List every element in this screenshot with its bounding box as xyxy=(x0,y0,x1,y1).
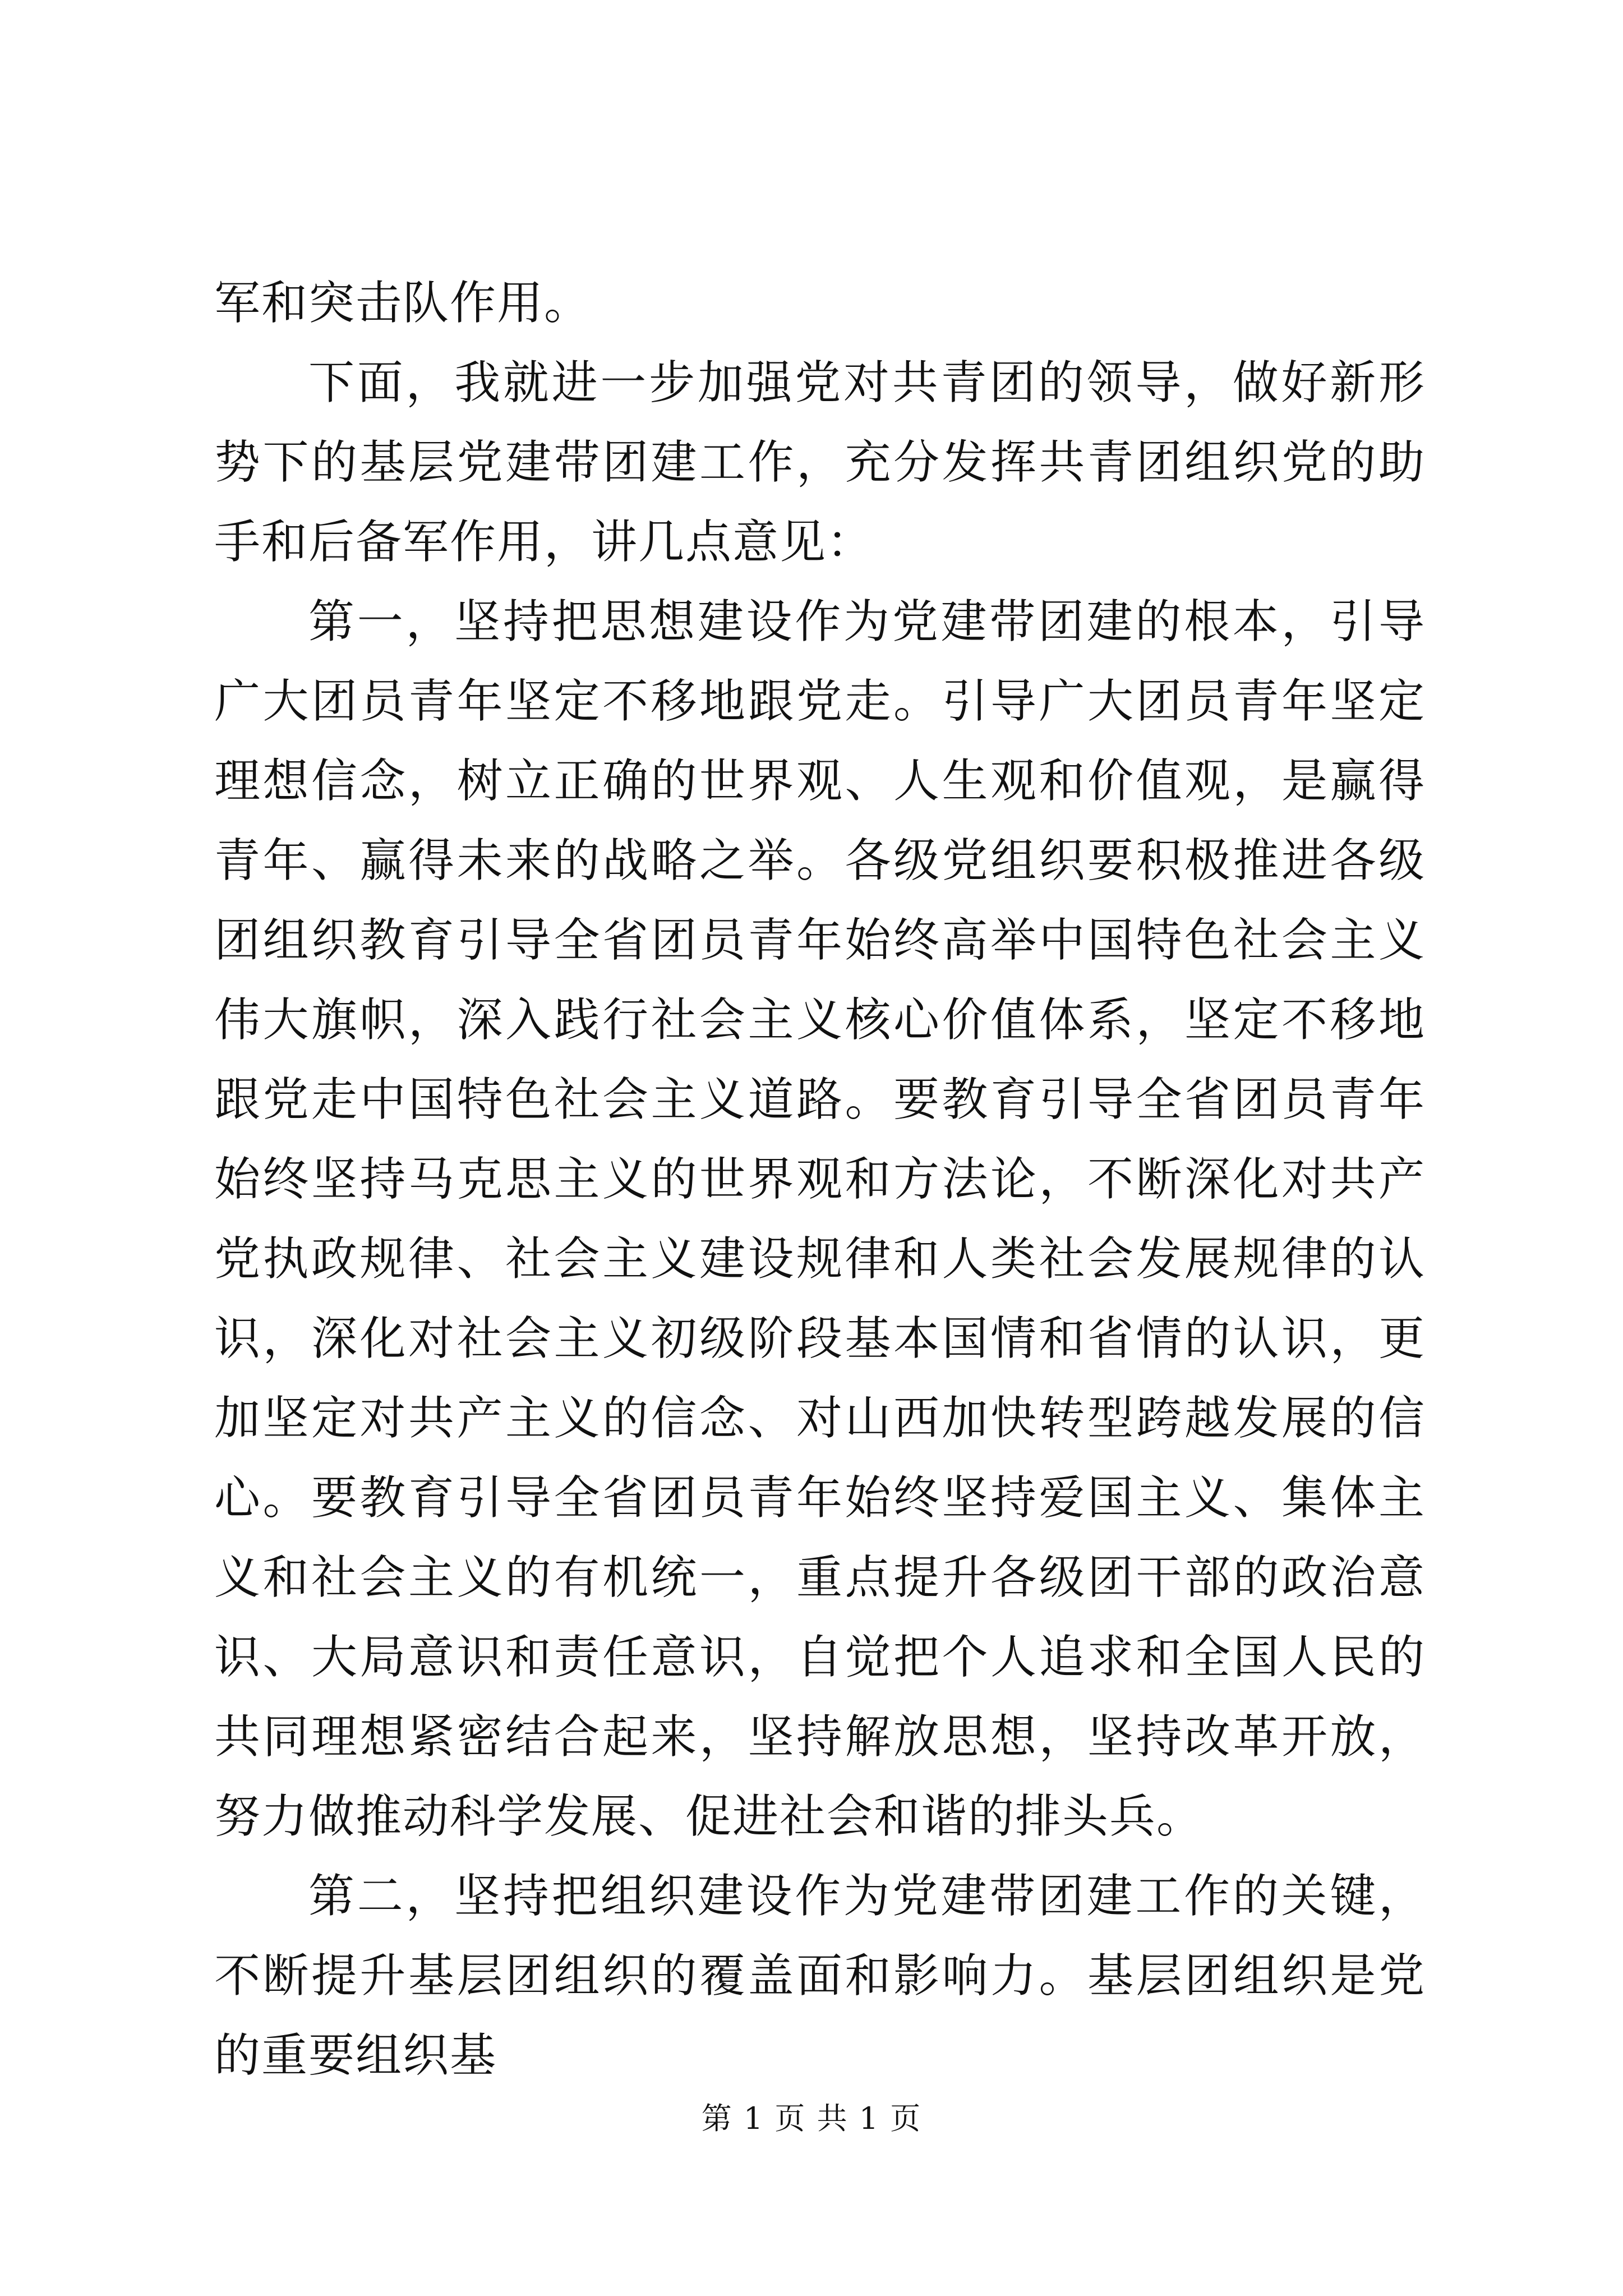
paragraph-second-point: 第二，坚持把组织建设作为党建带团建工作的关键，不断提升基层团组织的覆盖面和影响力。基层团组织是党的重要组织基 xyxy=(214,1870,1426,2082)
paragraph-continuation: 军和突击队作用。 xyxy=(214,277,592,330)
document-body xyxy=(214,264,1426,2096)
paragraph-first-point: 第一，坚持把思想建设作为党建带团建的根本，引导广大团员青年坚定不移地跟党走。引导广大团员青年坚定理想信念，树立正确的世界观、人生观和价值观，是赢得青年、赢得未来的战略之举。各级党组织要积极推进各级团组织教育引导全省团员青年始终高举中国特色社会主义伟大旗帜，深入践行社会主义核心价值体系，坚定不移地跟党走中国特色社会主义道路。要教育引导全省团员青年始终坚持马克思主义的世界观和方法论，不断深化对共产党执政规律、社会主义建设规律和人类社会发展规律的认识，深化对社会主义初级阶段基本国情和省情的认识，更加坚定对共产主义的信念、对山西加快转型跨越发展的信心。要教育引导全省团员青年始终坚持爱国主义、集体主义和社会主义的有机统一，重点提升各级团干部的政治意识、大局意识和责任意识，自觉把个人追求和全国人民的共同理想紧密结合起来，坚持解放思想，坚持改革开放，努力做推动科学发展、促进社会和谐的排头兵。 xyxy=(214,595,1426,1843)
paragraph-intro: 下面，我就进一步加强党对共青团的领导，做好新形势下的基层党建带团建工作，充分发挥共青团组织党的助手和后备军作用，讲几点意见： xyxy=(214,356,1426,569)
page-footer: 第 1 页 共 1 页 xyxy=(701,2101,922,2136)
